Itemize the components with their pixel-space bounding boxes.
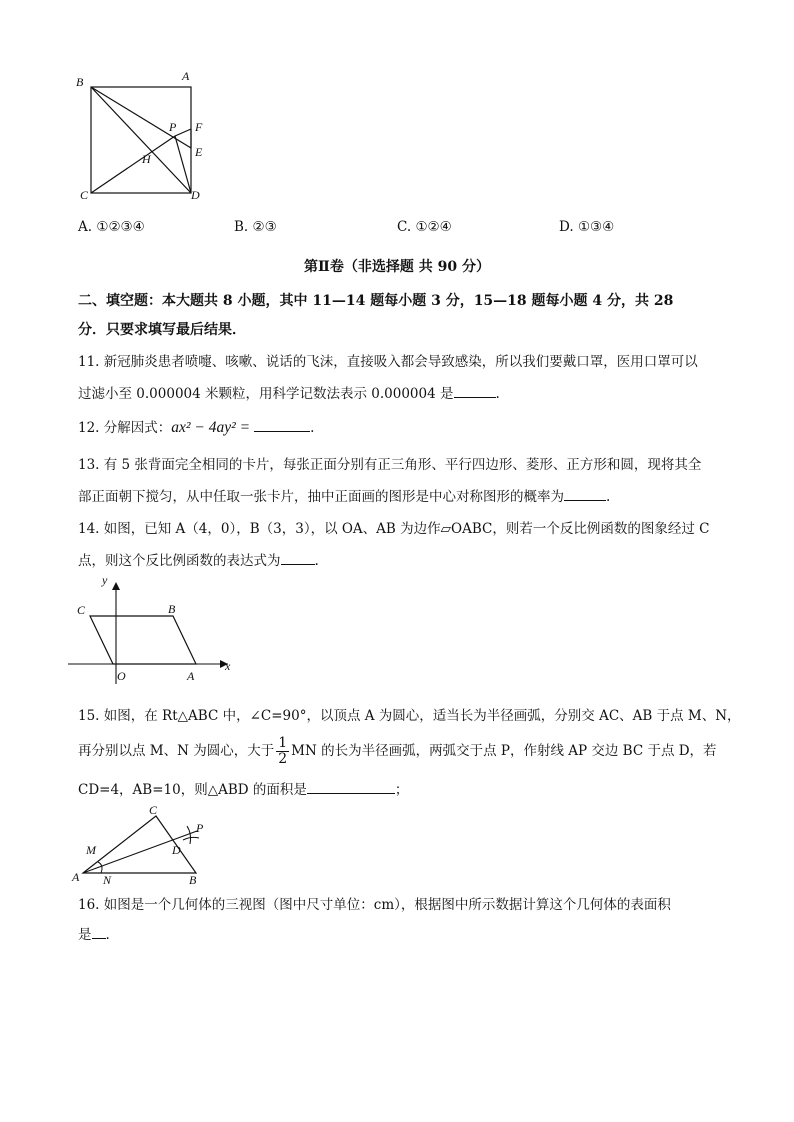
choice-c-letter: C. (397, 219, 412, 235)
q13-answer-blank[interactable] (564, 488, 606, 501)
label-c3: C (149, 803, 158, 817)
label-b: B (76, 75, 84, 89)
label-o: O (117, 669, 126, 683)
choice-a[interactable] (78, 219, 145, 235)
q14-line2-text: 点，则这个反比例函数的表达式为 (78, 553, 281, 569)
q15-end: ； (394, 782, 409, 798)
label-n: N (103, 873, 112, 887)
q15-line1: 15. 如图，在 Rt△ABC 中，∠C=90°，以顶点 A 为圆心，适当长为半径画弧，分别交 AC、AB 于点 M、N， (78, 708, 741, 724)
label-h: H (142, 152, 151, 166)
label-d3: D (172, 843, 181, 857)
label-p3: P (196, 821, 204, 835)
q14-line2 (78, 549, 319, 569)
label-a3: A (72, 870, 80, 884)
fraction-denominator: 2 (278, 751, 288, 767)
q14-end: . (314, 553, 319, 569)
q11-line1: 11. 新冠肺炎患者喷嚏、咳嗽、说话的飞沫，直接吸入都会导致感染，所以我们要戴口罩，医用口罩可以 (78, 354, 698, 370)
label-c: C (80, 188, 89, 202)
q16-line1: 16. 如图是一个几何体的三视图（图中尺寸单位：cm），根据图中所示数据计算这个几何体的表面积 (78, 897, 671, 913)
choice-d[interactable] (559, 219, 614, 235)
label-y: y (102, 573, 108, 587)
parallelogram-oabc (90, 616, 196, 664)
choice-d-letter: D. (559, 219, 574, 235)
choice-c[interactable] (397, 219, 452, 235)
choice-b-letter: B. (234, 219, 249, 235)
q15-answer-blank[interactable] (307, 781, 395, 794)
label-b3: B (189, 873, 197, 887)
q16-end: . (105, 927, 110, 943)
section-title: 第Ⅱ卷（非选择题 共 90 分） (304, 259, 490, 275)
choice-b-text: ②③ (252, 219, 277, 235)
label-f: F (195, 120, 203, 134)
q12-answer-blank[interactable] (254, 419, 310, 432)
part2-line2: 分．只要求填写最后结果． (78, 322, 246, 338)
label-a: A (182, 69, 190, 83)
choice-a-text: ①②③④ (96, 219, 145, 235)
q15-line3 (78, 778, 408, 798)
q16-line2 (78, 923, 110, 943)
choice-d-text: ①③④ (577, 219, 615, 235)
q15-line2-post: MN 的长为半径画弧，两弧交于点 P，作射线 AP 交边 BC 于点 D，若 (291, 743, 717, 759)
label-x: x (225, 659, 231, 673)
q11-line2 (78, 382, 500, 402)
q12-line (78, 416, 314, 437)
q12-end: . (310, 420, 315, 436)
label-b2: B (168, 602, 176, 616)
q12-prefix: 12. 分解因式： (78, 420, 172, 436)
label-p: P (169, 120, 177, 134)
fraction-one-half (276, 736, 289, 767)
part2-line1: 二、填空题：本大题共 8 小题，其中 11—14 题每小题 3 分，15—18 题每小题 4 分，共 28 (78, 293, 674, 309)
q16-answer-blank[interactable] (92, 926, 106, 939)
segment-cp (91, 136, 175, 193)
label-d: D (191, 188, 200, 202)
choice-c-text: ①②④ (415, 219, 452, 235)
q15-line2-pre: 再分别以点 M、N 为圆心，大于 (78, 743, 275, 759)
square-figure (70, 68, 220, 208)
q13-line2 (78, 485, 610, 505)
q14-line1: 14. 如图，已知 A（4，0），B（3，3），以 OA、AB 为边作▱OABC，则若一个反比例函数的图象经过 C (78, 521, 710, 537)
triangle-figure (72, 802, 212, 887)
q13-end: . (606, 489, 611, 505)
segment-pf (175, 129, 191, 136)
q14-answer-blank[interactable] (281, 552, 315, 565)
fraction-numerator: 1 (278, 735, 288, 751)
label-e: E (195, 145, 203, 159)
q15-line3-text: CD=4，AB=10，则△ABD 的面积是 (78, 782, 307, 798)
q12-expression: ax² − 4ay² = (171, 419, 251, 436)
q16-line2-text: 是 (78, 927, 92, 943)
label-c2: C (77, 603, 86, 617)
choice-b[interactable] (234, 219, 277, 235)
label-m: M (86, 843, 96, 857)
q13-line2-text: 部正面朝下搅匀，从中任取一张卡片，抽中正面画的图形是中心对称图形的概率为 (78, 489, 564, 505)
q13-line1: 13. 有 5 张背面完全相同的卡片，每张正面分别有正三角形、平行四边形、菱形、正方形和圆，现将其全 (78, 457, 702, 473)
q11-answer-blank[interactable] (454, 385, 496, 398)
q11-line2-text: 过滤小至 0.000004 米颗粒，用科学记数法表示 0.000004 是 (78, 386, 454, 402)
y-axis-arrow (112, 582, 120, 590)
choice-a-letter: A. (78, 219, 93, 235)
q15-line2 (78, 734, 717, 768)
label-a2: A (187, 669, 195, 683)
parallelogram-figure (68, 572, 248, 687)
q11-end: . (495, 386, 500, 402)
